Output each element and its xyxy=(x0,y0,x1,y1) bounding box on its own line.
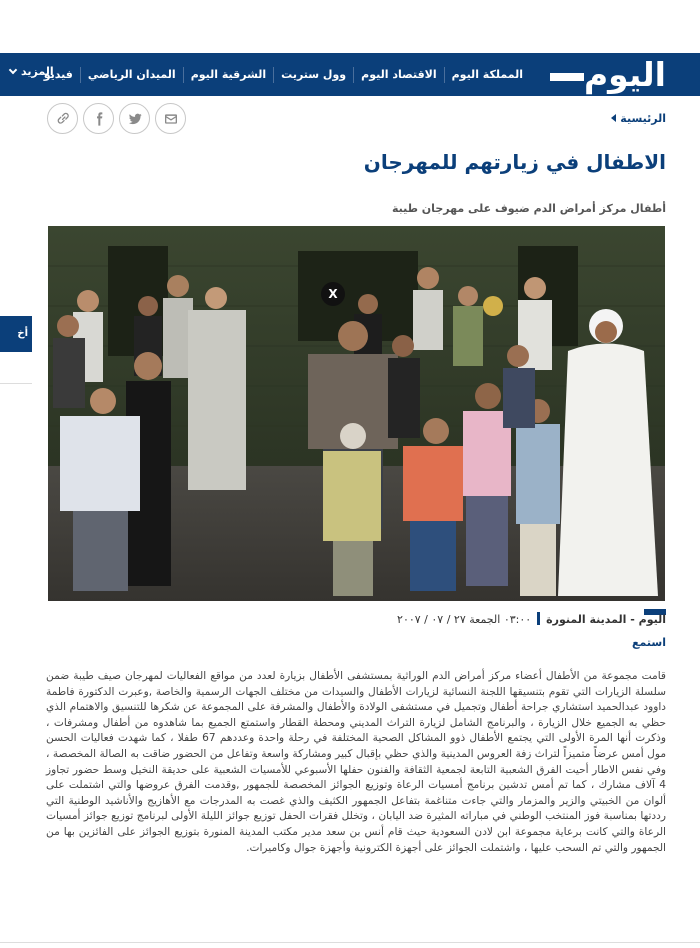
article-body: قامت مجموعة من الأطفال أعضاء مركز أمراض الدم الوراثية بمستشفى الأطفال بزيارة لعدد من مواقع الفعاليات لمهرجان صيف طيبة ضمن سلسلة الزيارات التي تقوم بتنسيقها اللجنة النسائية لزيارات الأطفال والسيدات من مختلف الجهات الرسمية والخاصة ,وعبرت الدكتورة فاطمة داوود عبدالحميد استشاري جراحة أطفال وتجميل في مستشفى الولادة والأطفال والمشرفة على المجموعة عن شكرها للتنسيق والاهتمام الذي حظي به الجميع خلال الزيارة ، والبرنامج الشامل لزيارة التراث المديني ومحطة القطار واستمتع الجميع بما شاهدوه من أطفال ومشرفات ، وذكرت أنها المرة الأولى التي يجتمع الأطفال ذوو المشاكل الصحية المختلفة في رحلة واحدة وعددهم 67 طفلا ، كما شهدت فعاليات الحسن مول أمس عرضاً متميزاً لتراث زفة العروس المدينية والذي حظي بإقبال كبير ومشاركة واسعة وتفاعل من الحضور ضاقت به الصالة المخصصة ، وفي نفس الاطار أحيت الفرق الشعبية التابعة لجمعية الثقافة والفنون حفلها الأسبوعي للأمسيات الشعبية على حديقة النخيل وسط حضور تجاوز 4 آلاف مشارك ، كما تم أمس تدشين برنامج أمسيات الرعاة وتوزيع الجوائز المخصصة للجمهور ,وقدمت الفرق عروضها والتي اشتملت على ألوان من الخبيتي والزير والمزمار والتي جاءت متناغمة بتفاعل الجمهور الكثيف والذي غصت به المدرجات مع الأهازيج والأناشيد الوطنية التي رددتها بمناسبة فوز المنتخب الوطني في مباراته المثيرة ضد اليابان ، وتخلل فقرات الحفل توزيع جوائز الليلة الأولى لبرنامج توزيع جوائز أمسيات الرعاة والتي كانت برعاية مجموعة ابن لادن السعودية حيث قام أنس بن سعد مدير مكتب المدينة المنورة بتوزيع الجوائز على الفائزين بها من الجمهور والتي تم السحب عليها ، واشتملت الجوائز على أجهزة الكترونية وأجهزة جوال وكاميرات. xyxy=(46,670,666,854)
listen-button[interactable]: استمع xyxy=(632,636,666,649)
nav-item-video[interactable]: فيديو xyxy=(43,67,73,81)
share-twitter-button[interactable] xyxy=(119,103,150,134)
share-link-button[interactable] xyxy=(47,103,78,134)
facebook-icon xyxy=(91,111,107,127)
nav-item-economy[interactable]: الاقتصاد اليوم xyxy=(353,67,443,83)
nav-item-sports[interactable]: الميدان الرياضي xyxy=(80,67,183,83)
article-subtitle: أطفال مركز أمراض الدم ضيوف على مهرجان طيبة xyxy=(391,202,666,215)
share-buttons xyxy=(47,103,186,134)
side-divider xyxy=(0,383,32,384)
article-source: اليوم - المدينة المنورة xyxy=(546,613,666,626)
photo-illustration xyxy=(48,226,665,601)
nav-item-wall-street[interactable]: وول ستريت xyxy=(273,67,353,83)
main-nav xyxy=(37,53,530,96)
logo-bar xyxy=(550,73,584,81)
article-title: الاطفال في زيارتهم للمهرجان xyxy=(363,150,666,174)
article-date: ٠٣:٠٠ الجمعة ٢٧ / ٠٧ / ٢٠٠٧ xyxy=(397,613,532,626)
nav-item-eastern[interactable]: الشرقية اليوم xyxy=(183,67,273,83)
side-panel-tab[interactable] xyxy=(0,316,32,352)
breadcrumb[interactable] xyxy=(606,112,666,125)
twitter-icon xyxy=(127,111,143,127)
nav-item-kingdom[interactable]: المملكة اليوم xyxy=(444,67,530,83)
chevron-down-icon xyxy=(9,66,17,74)
site-logo[interactable] xyxy=(546,57,666,93)
logo-text: اليوم xyxy=(583,55,666,94)
link-icon xyxy=(55,111,71,127)
close-button[interactable]: X xyxy=(321,282,345,306)
top-navigation-bar xyxy=(0,53,700,96)
share-email-button[interactable] xyxy=(155,103,186,134)
article-meta xyxy=(397,612,666,626)
more-label: المزيد xyxy=(21,65,54,78)
meta-separator xyxy=(537,612,540,625)
more-menu-button[interactable] xyxy=(10,65,54,78)
email-icon xyxy=(163,111,179,127)
article-photo xyxy=(48,226,665,601)
breadcrumb-home[interactable]: الرئيسية xyxy=(620,112,666,125)
footer-divider xyxy=(0,942,700,943)
side-tab-label: أخ xyxy=(17,328,28,339)
share-facebook-button[interactable] xyxy=(83,103,114,134)
chevron-left-icon xyxy=(611,114,616,122)
